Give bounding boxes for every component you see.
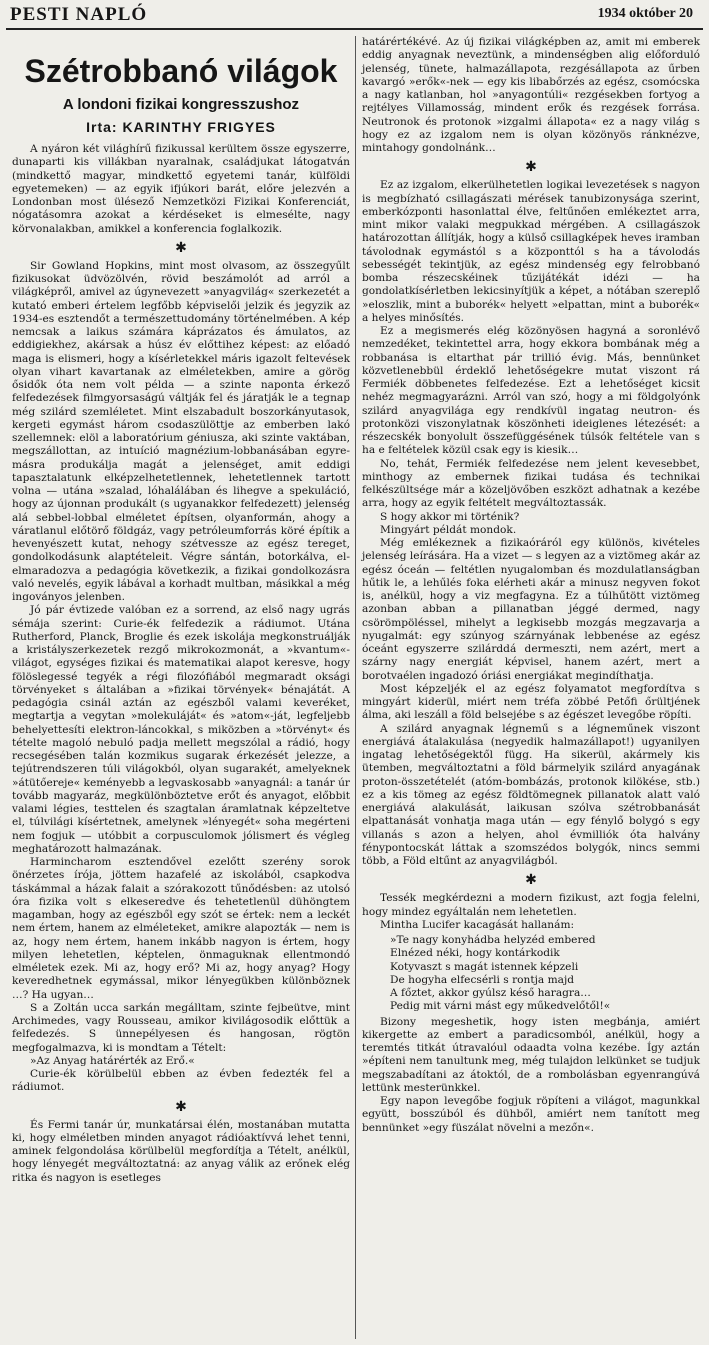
paragraph: S a Zoltán ucca sarkán megálltam, szinte fejbeütve, mint Archimedes, vagy Rousseau, amikor kivilágosodik előttük a felfedezés. S ünnepélyesen és hangosan, rögtön megfogalmazva, ki is mondtam a Tételt: [12, 1001, 350, 1054]
article-title: Szétrobbanó világok [24, 53, 338, 89]
paragraph: Még emlékeznek a fizikaóráról egy különös, kivételes jelenség leírására. Ha a vizet — s legyen az a viztömeg akár az egész óceán — feltétlen nyugalomban és mozdulatlanságban hűtik le, a lehűlés foka elérheti akár a minusz negyven fokot is, anélkül, hogy a viz megfagyna. Ez a túlhűtött viztömeg azonban abban a pillanatban jéggé dermed, nagy csörömpöléssel, mihelyt a legkisebb mozgás megzavarja a nyugalmát: egy szúnyog szárnyának lebbenése az egész óceánt egyszerre szilárddá dermeszti, nem azért, mert a szárny nagy energiát képvisel, hanem azért, mert a borotvaélen ingadozó óriási energiákat megindíthatja. [362, 537, 700, 682]
paragraph: Harmincharom esztendővel ezelőtt szerény sorok önérzetes írója, jöttem hazafelé az iskolából, csapkodva táskámmal a házak falait a szórakozott tűnődésben: az utolsó óra fizika volt s elkeseredve és tehetetlenül dühöngtem magamban, hogy az egészből egy szót se értek: nem a leckét nem értem, hanem az elméleteket, amikre alapozták — nem is az, hogy nem értem, hanem inkább nagyon is értem, hogy milyen lehetetlen, képtelen, önmaguknak ellentmondó elméletek ezek. Mi az, hogy erő? Mi az, hogy anyag? Hogy keveredhetnek egymással, mikor lényegükben különböznek …? Ha ugyan… [12, 856, 350, 1001]
article-column-left [12, 36, 350, 1185]
poem-quote [390, 934, 700, 1014]
paragraph: No, tehát, Fermiék felfedezése nem jelent kevesebbet, minthogy az embernek fizikai tudása és technikai felkészültsége már a közeljövőben eszközt adhatnak a kezébe arra, hogy az egyik feltételt megváltoztassák. [362, 457, 700, 510]
newspaper-name: PESTI NAPLÓ [10, 4, 148, 25]
article-byline: Irta: KARINTHY FRIGYES [86, 119, 276, 135]
paragraph: Sir Gowland Hopkins, mint most olvasom, az összegyűlt fizikusokat üdvözölvén, rövid beszámolót ad arról a világképről, amivel az úgynevezett »anyagvilág« szerkezetét a kutató emberi értelem legfőbb képviselői jelzik és jegyzik az 1934-es esztendőt a természettudomány történelmében. A kép nemcsak a laikus számára káprázatos és ámulatos, az eddigiekhez, akársak a húsz év előttihez képest: az előadó maga is elismeri, hogy a kísérletekkel máris igazolt feltevések olyan vihart kavartanak az elméletekben, amire a görög ősidők óta nem volt példa — a szinte naponta érkező felfedezések filmgyorsaságú váltják fel és járatják le a tegnap még szilárd szemléletet. Mint elszabadult boszorkányutasok, kergeti egymást három csodaszülöttje az emberben lakó szellemnek: elöl a laboratórium géniusza, aki szinte vaktában, megszállottan, az intuíció magnézium-lobbanásában egyre-másra produkálja magát a jelenséget, amit eddigi tapasztalatunk elképzelhetetlennek, lehetetlennek tartott volna — utána »szalad, lóhalálában és lihegve a spekuláció, hogy az újonnan produkált (s ugyanakkor felfedezett) jelenség alá sebbel-lobbal elméletet építsen, olyanformán, ahogy a váratlanul előtörő földgáz, vagy petróleumforrás köré építik a hevenyészett kutat, nehogy szétvessze az egész tereget, gondolkodásunk alaptételeit. Végre sántán, botorkálva, el-elmaradozva a pedagógia következik, a fizikai gondolkozásra való nevelés, egyik lábával a korhadt multban, másikkal a még ingoványos jelenben. [12, 259, 350, 603]
paragraph: Mintha Lucifer kacagását hallanám: [380, 918, 575, 931]
paragraph: A szilárd anyagnak légnemű s a légneműnek viszont energiává átalakulása (negyedik halmazállapot!) ugyanilyen ingatag lehetőségektől függ. Ha sikerül, akármely kis ütemben, megváltoztatni a föld bármelyik szilárd anyagának proton-összetételét (atóm-bombázás, protonok kilökése, stb.) ez a kis tömeg az egész földtömegnek pillanatok alatt való energiává alakulását, laikusan szólva szétrobbanását elpattanását vonhatja maga után — egy fénylő bolygó s egy villanás s azon a helyen, ahol évmilliók óta halvány fénypontocskát láttak a szomszédos bolygók, nincs semmi több, a Föld eltűnt az anyagvilágból. [362, 722, 700, 867]
verse-line: Kotyvaszt s magát istennek képzeli [390, 960, 579, 973]
paragraph: S hogy akkor mi történik? [380, 510, 520, 523]
paragraph: határértékévé. Az új fizikai világképben az, amit mi emberek eddig anyagnak neveztünk, a mindenségben alig előforduló jelenség, tünete, halmazállapota, rezgésállapota az űrben kavargó »erők«-nek — egy kis libabőrzés az egész, csomócska a nagy katlanban, hol »anyagontúli« rezgésekben fortyog a rejtélyes Villamosság, mindent erők és rezgések forrása. Neutronok és protonok »izgalmi állapota« ez a nagy világ s hogy ez az izgalom nem is olyan közönyös ránknézve, mintahogy gondolnánk… [362, 36, 700, 154]
paragraph: Curie-ék körülbelül ebben az évben fedezték fel a rádiumot. [12, 1068, 350, 1094]
page-header [10, 4, 699, 26]
section-divider: ✱ [525, 872, 537, 889]
section-divider: ✱ [525, 159, 537, 176]
issue-date: 1934 október 20 [597, 6, 693, 21]
verse-line: De hogyha elfecsérli s rontja majd [390, 973, 575, 986]
paragraph: Bizony megeshetik, hogy isten megbánja, amiért kikergette az embert a paradicsomból, anélkül, hogy a teremtés titkát útravalóul odaadta volna kezébe. Így aztán »építeni nem tanultunk meg, még tulajdon lelkünket se tudjuk megszabadítani az átoktól, de a rombolásban egyenrangúvá lettünk mesterünkkel. [362, 1015, 700, 1094]
paragraph: Tessék megkérdezni a modern fizikust, azt fogja felelni, hogy mindez egyáltalán nem lehetetlen. [362, 892, 700, 918]
paragraph: Mingyárt példát mondok. [380, 523, 517, 536]
header-rule [6, 28, 703, 30]
verse-line: Pedig mit várni mást egy műkedvelőtől!« [390, 1000, 611, 1013]
paragraph: Ez a megismerés elég közönyösen hagyná a soronlévő nemzedéket, tekintettel arra, hogy ekkora bombának még a robbanása is eltarthat pár trillió évig. Más, bennünket közvetlenebbül érdeklő lehetőségekre mutat viszont rá Fermiék döbbenetes felfedezése. Ezt a lehetőséget kicsit nehéz megmagyarázni. Arról van szó, hogy a mi földgolyónk szilárd anyagvilága egy rendkívül ingatag neutron- és protonközi viszonylatnak köszönheti ideiglenes létezését: a részecskék bonyolult összefüggésének túlsók feltétele van s ha e feltételek közül csak egy is kiesik… [362, 325, 700, 457]
verse-line: Elnézed néki, hogy kontárkodik [390, 947, 560, 960]
paragraph: Most képzeljék el az egész folyamatot megfordítva s mingyárt kiderül, miért nem tréfa zöbbé Petőfi őrültjének álma, aki leszáll a föld belsejébe s az égészet levegőbe röpíti. [362, 682, 700, 722]
verse-line: »Te nagy konyhádba helyzéd embered [390, 934, 596, 946]
article-column-right [362, 36, 700, 1135]
paragraph: Ez az izgalom, elkerülhetetlen logikai levezetések s nagyon is megbízható csillagászati mérések tanubizonysága szerint, emberkózponti hasonlattal élve, feltűnően emlékeztet arra, mint mikor valaki megpukkad mérgében. A csillagászok határozottan állítják, hogy a külső csillagképek heves iramban távolodnak egymástól s a központtól s ha a távolodás sebességét tekintjük, az egész mindenség egy felrobbanó bomba részecskéinek tűzijátékát idézi — ha gondolatkísérletben lekicsinyítjük a képet, a nótában szereplő »eloszlik, mint a buborék« helyett »elpattan, mint a buborék« a helyes minősítés. [362, 179, 700, 324]
article-subtitle: A londoni fizikai kongresszushoz [62, 96, 300, 113]
paragraph: Jó pár évtizede valóban ez a sorrend, az első nagy ugrás sémája szerint: Curie-ék felfedezik a rádiumot. Utána Rutherford, Planck, Broglie és ezek iskolája megkonstruálják a kristályszerkezetek rezgő mikrokozmonát, a »kvantum«-világot, egységes fizikai és matematikai alapot keresve, hogy fölöslegessé tegyék a régi filozófiából megmaradt oksági törvényeket s általában a »fizikai törvények« bénajátát. A pedagógia csinál aztán az egészből valami keveréket, megtartja a vegytan »molekuláját« és »atom«-ját, legfeljebb behelyettesíti elektron-láncokkal, s miközben a »törvényt« és tételte magoló nebuló padja mellett megszólal a rádió, hogy recsegésében talán kozmikus sugarak érkezését jelezze, a tejútrendszeren túli világokból, olyan sugarakét, amelyeknek »átütőereje« keményebb a legvaskosabb »anyagnál: a tanár úr tovább magyaráz, megkülönböztetve erőt és anyagot, előbbit valami légies, testtelen és szagtalan áramlatnak képzeltetve el, túlvilági kísértetnek, amelynek »lényegét« soha megérteni nem fogjuk — utóbbit a corpusculomok jólismert és végleg meghatározott halmazának. [12, 604, 350, 855]
verse-line: A főztet, akkor gyúlsz késő haragra… [390, 987, 591, 999]
thesis-quote: »Az Anyag határérték az Erő.« [30, 1054, 195, 1067]
paragraph: A nyáron két világhírű fizikussal kerültem össze egyszerre, dunaparti kis villákban nyaralnak, családjukat látogatván (mindkettő magyar, mindkettő egyetemi tanár, külföldi egyetemeken) — az egyik ifjúkori barát, előre jelezvén a Londonban most ülésező Nemzetközi Fizikai Konferenciát, nógatásomra azokat a kérdéseket is elmesélte, nagy körvonalakban, amikkel a konferencia foglalkozik. [12, 143, 350, 235]
section-divider: ✱ [175, 1098, 187, 1115]
section-divider: ✱ [175, 239, 187, 256]
paragraph: Egy napon levegőbe fogjuk röpíteni a világot, magunkkal együtt, bosszúból és dühből, amiért nem tanított meg bennünket »egy füszálat növelni a mezőn«. [362, 1095, 700, 1134]
paragraph: És Fermi tanár úr, munkatársai élén, mostanában mutatta ki, hogy elméletben minden anyagot rádióaktívvá lehet tenni, aminek felgondolása körülbelül megfordítja a Tételt, anélkül, hogy lényegét megváltoztatná: az anyag válik az erőnek elég ritka és nagyon is esetleges [12, 1118, 350, 1184]
column-divider [355, 36, 356, 1339]
